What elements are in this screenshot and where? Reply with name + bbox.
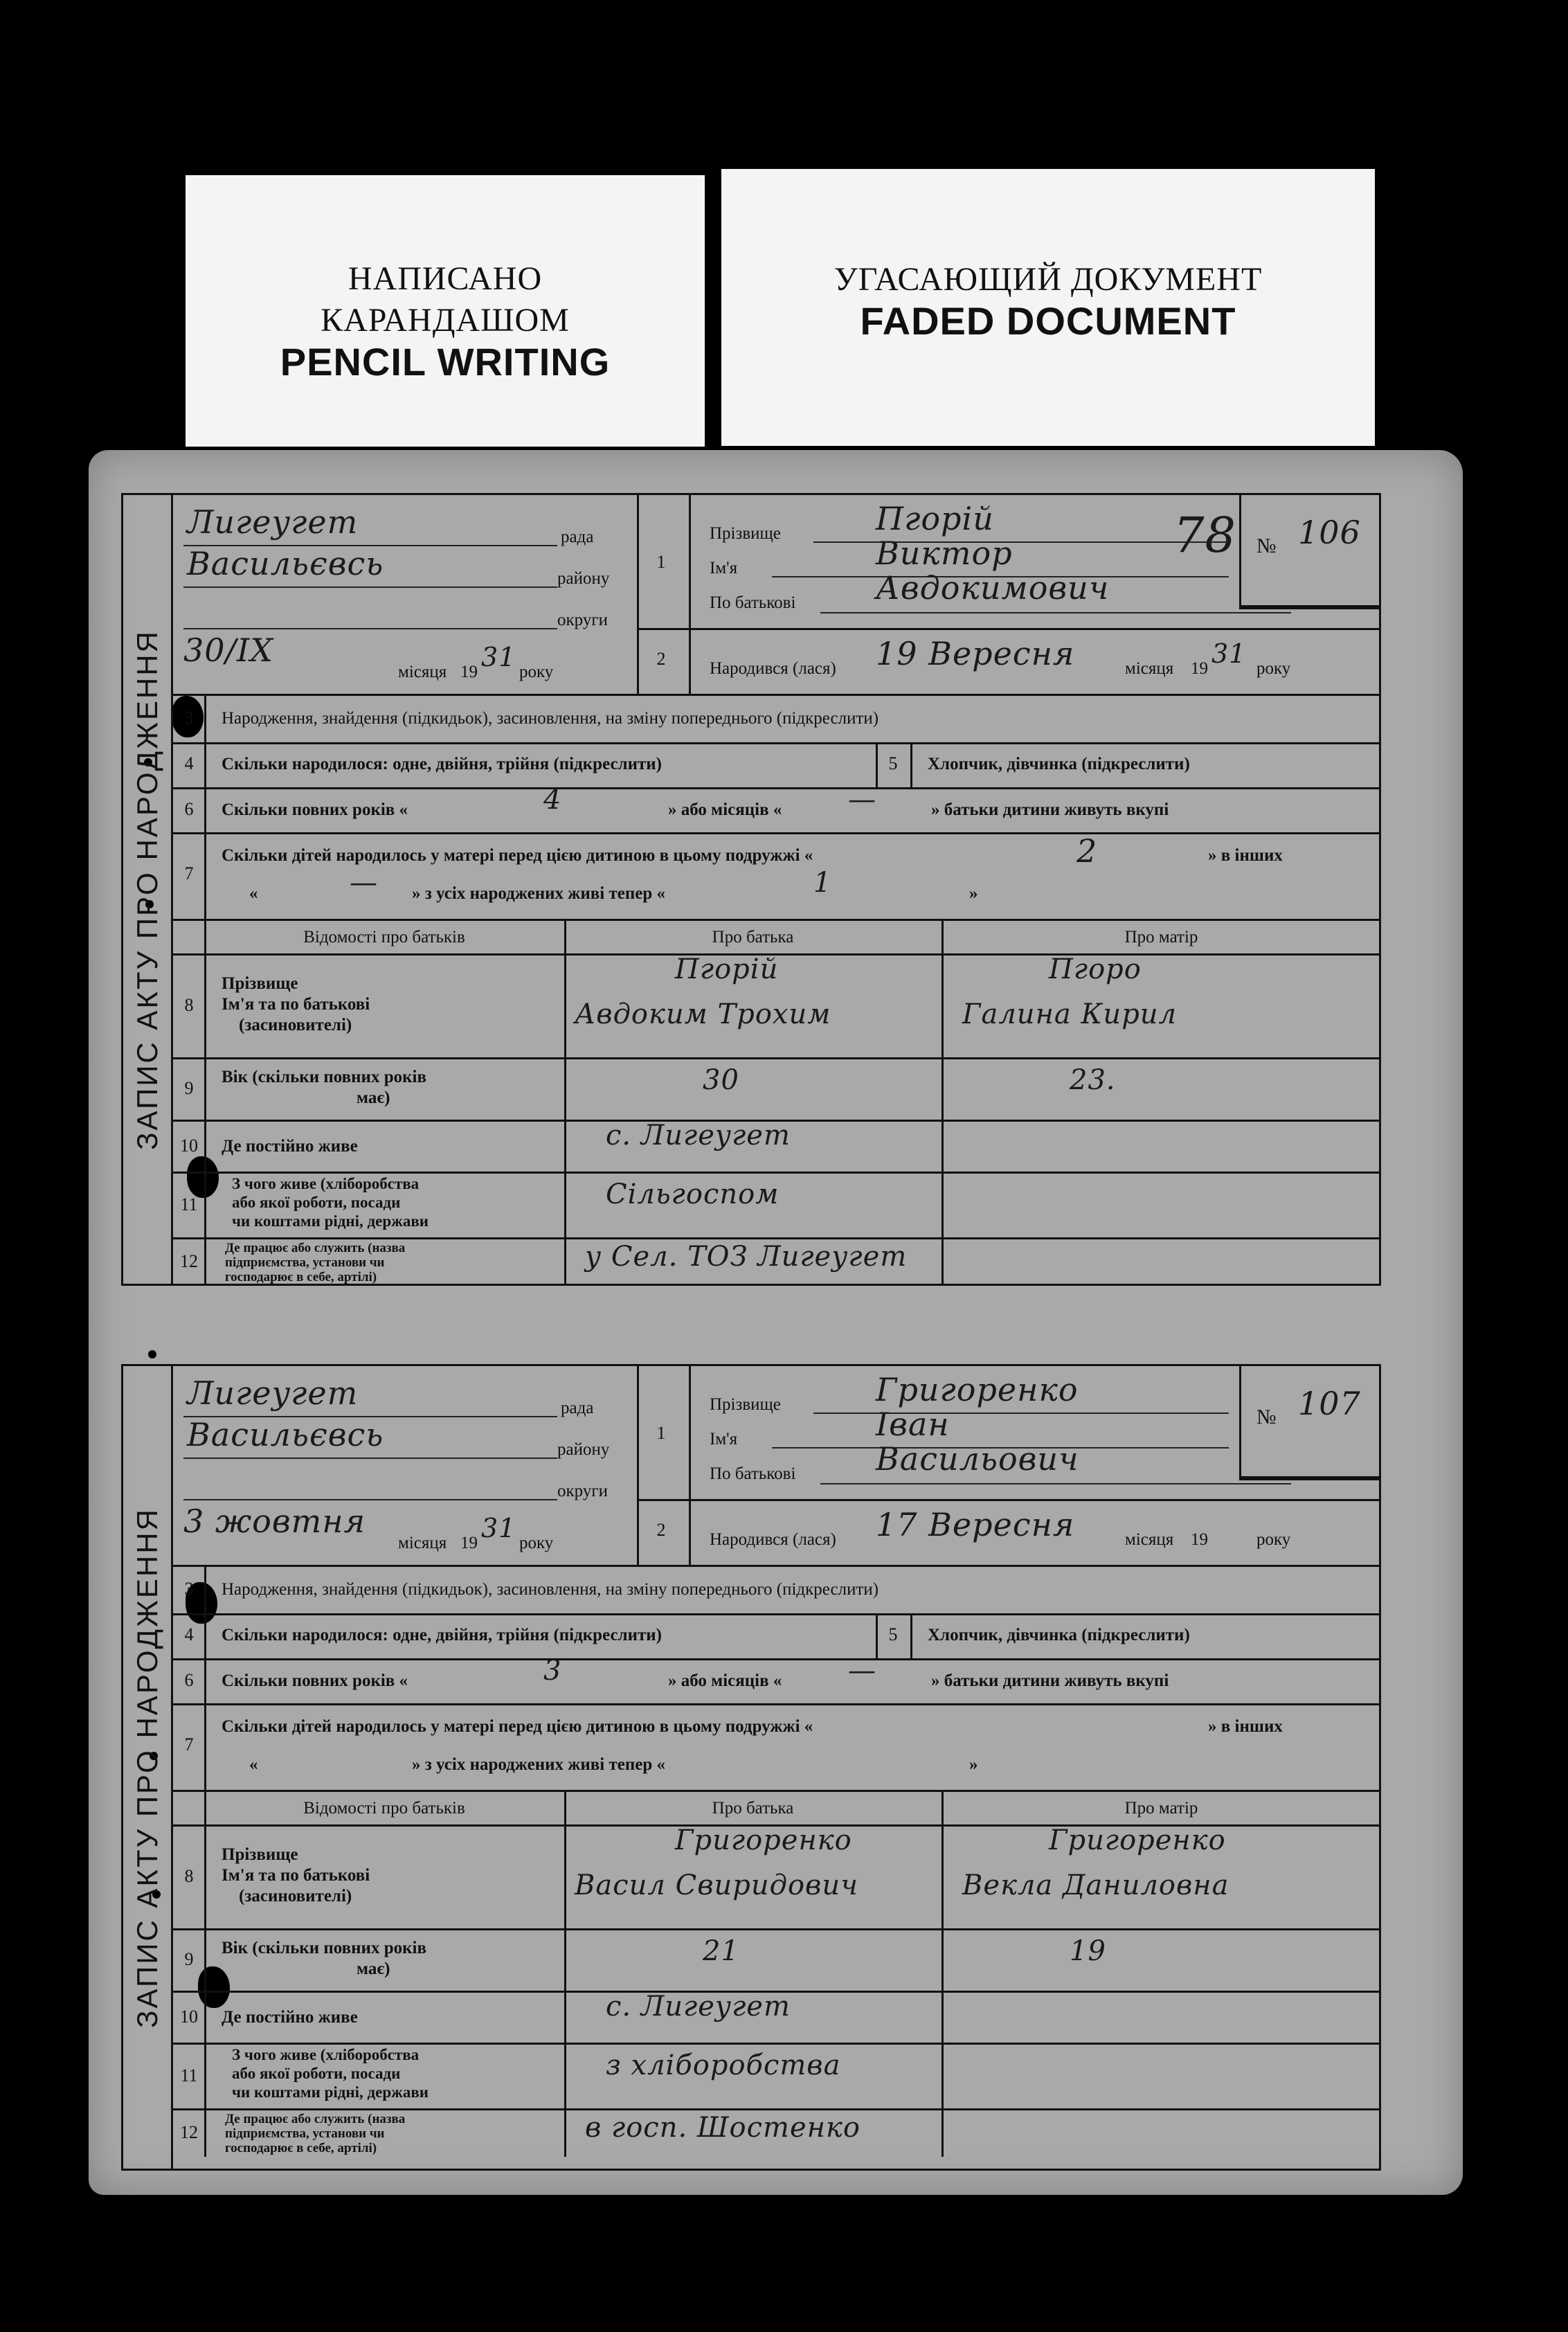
months-together: — <box>848 784 876 816</box>
years-together: 4 <box>543 784 562 816</box>
row-number: 1 <box>656 1423 666 1443</box>
faded-document-card <box>721 169 1375 446</box>
row-number: 10 <box>180 1136 198 1156</box>
row3-text: Народження, знайдення (підкидьок), засиновлення, на зміну попереднього (підкреслити) <box>222 709 879 728</box>
month-label: місяця <box>1125 1530 1174 1549</box>
row-number: 2 <box>656 1520 666 1540</box>
row-number: 5 <box>888 1624 898 1644</box>
col-header-info: Відомості про батьків <box>303 1799 465 1818</box>
record-year: 31 <box>481 1513 516 1543</box>
year-prefix: 19 <box>1191 659 1208 678</box>
workplace: в госп. Шостенко <box>585 2112 860 2144</box>
children-other: — <box>350 867 378 899</box>
record-number: 106 <box>1298 514 1361 551</box>
record-date: 3 жовтня <box>183 1503 366 1540</box>
month-label: місяця <box>398 1534 447 1552</box>
rada-value: Лигеугет <box>187 1374 359 1412</box>
child-name: Іван <box>876 1406 950 1443</box>
record-number: 107 <box>1298 1385 1361 1422</box>
rada-label: рада <box>561 528 594 546</box>
raion-value: Васильєвсь <box>187 545 384 582</box>
father-age: 21 <box>703 1935 739 1967</box>
row5-text: Хлопчик, дівчинка (підкреслити) <box>928 1626 1190 1644</box>
row7-text-d: » з усіх народжених живі тепер « <box>412 1755 666 1774</box>
raion-label: району <box>557 1440 610 1459</box>
card-text: УГАСАЮЩИЙ ДОКУМЕНТ <box>833 261 1263 298</box>
row6-text-b: » або місяців « <box>668 800 782 819</box>
row-number: 12 <box>180 1251 198 1271</box>
born-label: Народився (лася) <box>710 659 836 678</box>
row-number: 3 <box>184 1579 194 1599</box>
margin-mark: 78 <box>1173 507 1237 564</box>
side-title-text: ЗАПИС АКТУ ПРО НАРОДЖЕННЯ <box>130 1507 163 2028</box>
born-date: 19 Вересня <box>876 635 1075 672</box>
row11-text-a: З чого живе (хліборобства <box>232 1175 420 1192</box>
col-header-info: Відомості про батьків <box>303 928 465 947</box>
row-number: 4 <box>184 1624 194 1644</box>
side-title-text: ЗАПИС АКТУ ПРО НАРОДЖЕННЯ <box>130 629 163 1150</box>
number-label: № <box>1256 535 1277 557</box>
row11-text-c: чи коштами рідні, держави <box>232 1212 429 1230</box>
mother-name: Галина Кирил <box>962 998 1178 1030</box>
row7-text-b: » в інших <box>1208 846 1283 865</box>
row7-text-e: » <box>969 884 978 903</box>
row9-text-b: має) <box>357 1088 390 1107</box>
mother-age: 19 <box>1070 1935 1106 1967</box>
row-number: 10 <box>180 2007 198 2027</box>
row-number: 1 <box>656 552 666 572</box>
father-surname: Пгорій <box>675 953 779 985</box>
name-label: Ім'я <box>710 559 738 577</box>
row-number: 8 <box>184 995 194 1015</box>
father-age: 30 <box>703 1064 739 1096</box>
row9-text-a: Вік (скільки повних років <box>222 1939 426 1957</box>
year-label: року <box>1256 1530 1291 1549</box>
year-prefix: 19 <box>1191 1530 1208 1549</box>
born-date: 17 Вересня <box>876 1506 1075 1543</box>
row8-text-b: Ім'я та по батькові <box>222 995 370 1014</box>
raion-value: Васильєвсь <box>187 1416 384 1453</box>
row12-text-a: Де працює або служить (назва <box>225 2112 406 2126</box>
record-date: 30/IX <box>183 631 273 669</box>
child-patronymic: Авдокимович <box>876 569 1110 607</box>
row-number: 8 <box>184 1866 194 1886</box>
record-side-title <box>121 493 173 1286</box>
card-text: FADED DOCUMENT <box>860 299 1236 343</box>
row9-text-b: має) <box>357 1959 390 1978</box>
pin-hole <box>148 1350 156 1358</box>
row8-text-c: (засиновителі) <box>239 1016 352 1034</box>
rada-value: Лигеугет <box>187 503 359 541</box>
father-surname: Григоренко <box>675 1824 852 1856</box>
year-prefix: 19 <box>460 663 478 681</box>
name-label: Ім'я <box>710 1430 738 1448</box>
children-alive: 1 <box>813 867 832 899</box>
row6-text-b: » або місяців « <box>668 1671 782 1690</box>
father-name: Авдоким Трохим <box>575 998 831 1030</box>
row-number: 5 <box>888 753 898 773</box>
row11-text-c: чи коштами рідні, держави <box>232 2083 429 2101</box>
row-number: 6 <box>184 1670 194 1690</box>
row6-text-a: Скільки повних років « <box>222 1671 408 1690</box>
pencil-writing-card <box>186 175 705 447</box>
row8-text-c: (засиновителі) <box>239 1887 352 1905</box>
row12-text-b: підприємства, установи чи <box>225 2126 385 2141</box>
record-year: 31 <box>481 642 516 672</box>
residence: с. Лигеугет <box>606 1120 791 1151</box>
row7-text-d: » з усіх народжених живі тепер « <box>412 884 666 903</box>
row7-text-c: « <box>249 1755 258 1774</box>
birth-record <box>121 493 1381 1286</box>
row11-text-a: З чого живе (хліборобства <box>232 2046 420 2063</box>
row7-text-c: « <box>249 884 258 903</box>
row-number: 7 <box>184 1734 194 1755</box>
rada-label: рада <box>561 1399 594 1417</box>
row-number: 9 <box>184 1949 194 1969</box>
row10-text: Де постійно живе <box>222 2008 358 2027</box>
row10-text: Де постійно живе <box>222 1137 358 1156</box>
row12-text-c: господарює в себе, артілі) <box>225 2141 377 2155</box>
row-number: 2 <box>656 649 666 669</box>
col-header-father: Про батька <box>712 1799 794 1818</box>
child-name: Виктор <box>876 535 1013 572</box>
row-number: 11 <box>180 2065 198 2086</box>
row-number: 6 <box>184 799 194 819</box>
father-name: Васил Свиридович <box>575 1869 858 1901</box>
years-together: 3 <box>543 1655 562 1687</box>
okruhy-label: округи <box>557 1482 608 1500</box>
row8-text-a: Прізвище <box>222 974 298 993</box>
row-number: 4 <box>184 753 194 773</box>
raion-label: району <box>557 569 610 588</box>
number-label: № <box>1256 1406 1277 1428</box>
child-surname: Григоренко <box>876 1371 1079 1408</box>
row12-text-b: підприємства, установи чи <box>225 1255 385 1270</box>
row7-text-a: Скільки дітей народилось у матері перед цією дитиною в цьому подружжі « <box>222 1717 813 1736</box>
row12-text-a: Де працює або служить (назва <box>225 1241 406 1255</box>
occupation: з хліборобства <box>606 2050 841 2081</box>
row12-text-c: господарює в себе, артілі) <box>225 1270 377 1284</box>
month-label: місяця <box>398 663 447 681</box>
residence: с. Лигеугет <box>606 1991 791 2022</box>
row6-text-c: » батьки дитини живуть вкупі <box>931 800 1169 819</box>
born-year: 31 <box>1211 638 1247 669</box>
record-side-title <box>121 1364 173 2171</box>
row-number: 9 <box>184 1078 194 1098</box>
col-header-mother: Про матір <box>1124 928 1198 947</box>
col-header-mother: Про матір <box>1124 1799 1198 1818</box>
col-header-father: Про батька <box>712 928 794 947</box>
month-label: місяця <box>1125 659 1174 678</box>
row6-text-c: » батьки дитини живуть вкупі <box>931 1671 1169 1690</box>
row-number: 7 <box>184 863 194 884</box>
row9-text-a: Вік (скільки повних років <box>222 1068 426 1086</box>
year-prefix: 19 <box>460 1534 478 1552</box>
row8-text-a: Прізвище <box>222 1845 298 1864</box>
row5-text: Хлопчик, дівчинка (підкреслити) <box>928 755 1190 773</box>
patronymic-label: По батькові <box>710 1464 796 1483</box>
mother-surname: Григоренко <box>1049 1824 1226 1856</box>
row-number: 3 <box>184 708 194 728</box>
children-before: 2 <box>1076 832 1098 870</box>
row7-text-a: Скільки дітей народилось у матері перед цією дитиною в цьому подружжі « <box>222 846 813 865</box>
months-together: — <box>848 1655 876 1687</box>
mother-surname: Пгоро <box>1049 953 1142 985</box>
surname-label: Прізвище <box>710 1395 781 1414</box>
card-text: КАРАНДАШОМ <box>321 302 570 339</box>
row11-text-b: або якої роботи, посади <box>232 2065 401 2082</box>
child-patronymic: Васильович <box>876 1440 1079 1478</box>
birth-record <box>121 1364 1381 2171</box>
row6-text-a: Скільки повних років « <box>222 800 408 819</box>
year-label: року <box>519 663 554 681</box>
child-surname: Пгорій <box>876 500 994 537</box>
row-number: 12 <box>180 2122 198 2142</box>
row3-text: Народження, знайдення (підкидьок), засиновлення, на зміну попереднього (підкреслити) <box>222 1580 879 1599</box>
row7-text-b: » в інших <box>1208 1717 1283 1736</box>
card-text: PENCIL WRITING <box>280 340 611 384</box>
surname-label: Прізвище <box>710 524 781 543</box>
born-label: Народився (лася) <box>710 1530 836 1549</box>
card-text: НАПИСАНО <box>348 260 543 297</box>
mother-age: 23. <box>1070 1064 1116 1096</box>
row11-text-b: або якої роботи, посади <box>232 1194 401 1211</box>
row8-text-b: Ім'я та по батькові <box>222 1866 370 1885</box>
row7-text-e: » <box>969 1755 978 1774</box>
year-label: року <box>1256 659 1291 678</box>
row4-text: Скільки народилося: одне, двійня, трійня (підкреслити) <box>222 755 663 773</box>
patronymic-label: По батькові <box>710 593 796 612</box>
occupation: Сільгоспом <box>606 1178 780 1210</box>
mother-name: Векла Даниловна <box>962 1869 1229 1901</box>
row-number: 11 <box>180 1194 198 1214</box>
row4-text: Скільки народилося: одне, двійня, трійня (підкреслити) <box>222 1626 663 1644</box>
year-label: року <box>519 1534 554 1552</box>
workplace: у Сел. ТОЗ Лигеугет <box>585 1241 908 1273</box>
okruhy-label: округи <box>557 611 608 629</box>
